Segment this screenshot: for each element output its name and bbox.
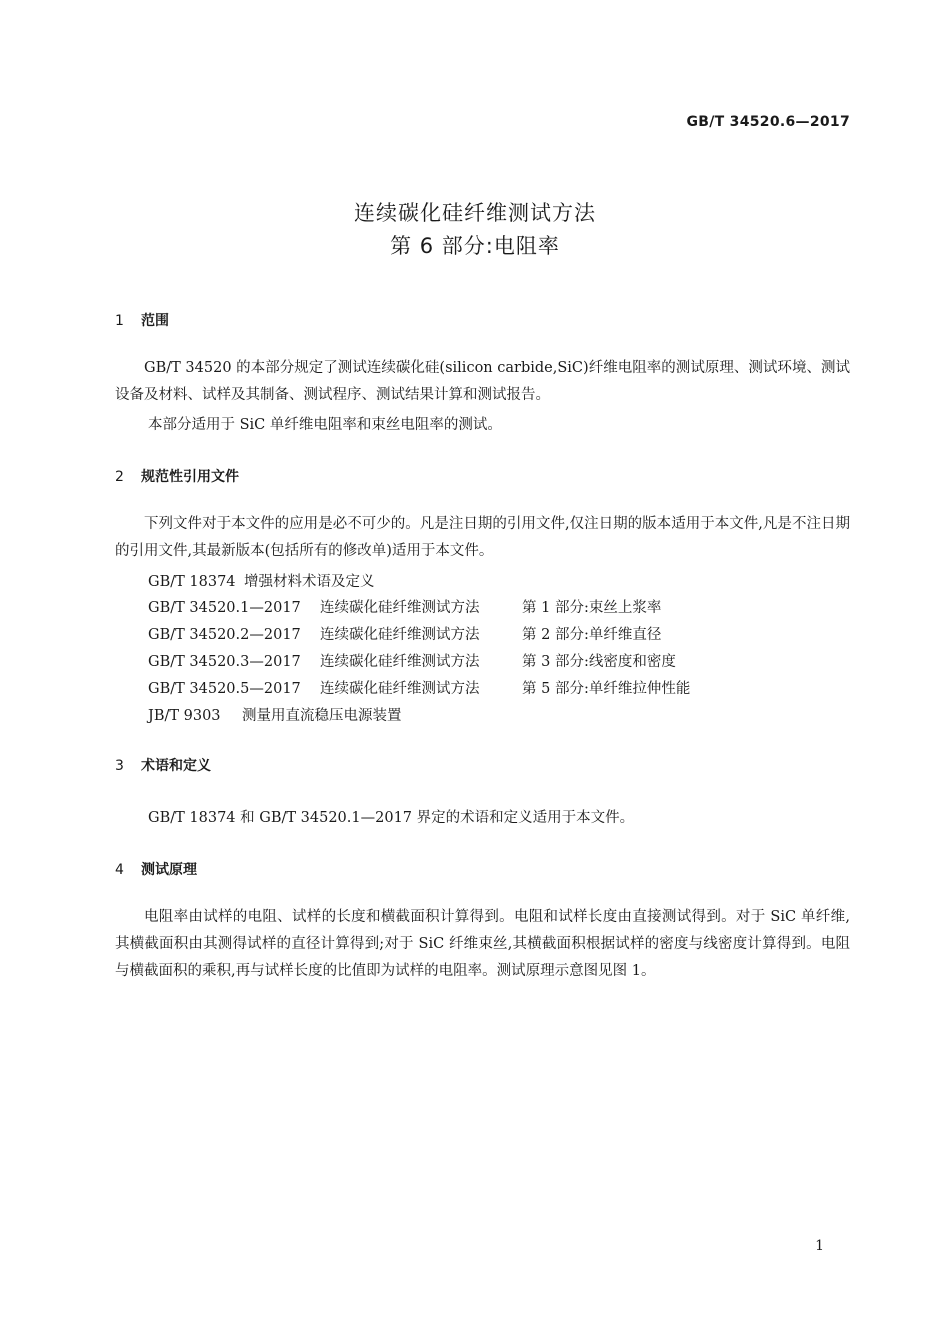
standard-code: GB/T 34520.6—2017 xyxy=(686,114,850,130)
section-number: 4 xyxy=(115,862,124,878)
reference-part: 第 3 部分:线密度和密度 xyxy=(522,654,676,670)
section-3-paragraph: GB/T 18374 和 GB/T 34520.1—2017 界定的术语和定义适用于本文件。 xyxy=(148,810,635,826)
section-2-paragraph: 下列文件对于本文件的应用是必不可少的。凡是注日期的引用文件,仅注日期的版本适用于本文件,凡是不注日期的引用文件,其最新版本(包括所有的修改单)适用于本文件。 xyxy=(115,516,850,559)
reference-part: 第 1 部分:束丝上浆率 xyxy=(522,600,662,616)
section-number: 1 xyxy=(115,313,124,329)
reference-code: JB/T 9303 xyxy=(148,708,221,724)
reference-part: 第 2 部分:单纤维直径 xyxy=(522,627,662,643)
section-title: 范围 xyxy=(141,313,169,329)
section-1-paragraph-2: 本部分适用于 SiC 单纤维电阻率和束丝电阻率的测试。 xyxy=(148,417,502,433)
section-title: 规范性引用文件 xyxy=(141,469,239,485)
section-number: 2 xyxy=(115,469,124,485)
section-1-paragraph: GB/T 34520 的本部分规定了测试连续碳化硅(silicon carbide,SiC)纤维电阻率的测试原理、测试环境、测试设备及材料、试样及其制备、测试程序、测试结果计算和测试报告。 xyxy=(115,360,850,403)
reference-series: 连续碳化硅纤维测试方法 xyxy=(320,627,480,643)
reference-title: 增强材料术语及定义 xyxy=(244,574,375,590)
reference-code: GB/T 34520.5—2017 xyxy=(148,681,301,697)
reference-item xyxy=(148,677,690,698)
section-4-paragraph: 电阻率由试样的电阻、试样的长度和横截面积计算得到。电阻和试样长度由直接测试得到。对于 SiC 单纤维,其横截面积由其测得试样的直径计算得到;对于 SiC 纤维束丝,其横截面积根据试样的密度与线密度计算得到。电阻与横截面积的乘积,再与试样长度的比值即为试样的电阻率。测试原理示意图见图 1。 xyxy=(115,909,850,979)
section-title: 测试原理 xyxy=(141,862,197,878)
reference-series: 连续碳化硅纤维测试方法 xyxy=(320,600,480,616)
reference-part: 第 5 部分:单纤维拉伸性能 xyxy=(522,681,691,697)
section-number: 3 xyxy=(115,758,124,774)
reference-series: 连续碳化硅纤维测试方法 xyxy=(320,681,480,697)
reference-item xyxy=(148,623,661,644)
reference-code: GB/T 34520.1—2017 xyxy=(148,600,301,616)
section-4-heading xyxy=(115,859,197,879)
section-2-heading xyxy=(115,466,239,486)
section-3-heading xyxy=(115,755,211,775)
section-1-heading xyxy=(115,310,169,330)
document-subtitle: 第 6 部分:电阻率 xyxy=(390,234,560,258)
reference-item xyxy=(148,704,402,725)
reference-item xyxy=(148,570,375,591)
page-number: 1 xyxy=(815,1238,824,1254)
reference-item xyxy=(148,650,676,671)
reference-code: GB/T 34520.3—2017 xyxy=(148,654,301,670)
reference-series: 连续碳化硅纤维测试方法 xyxy=(320,654,480,670)
reference-title: 测量用直流稳压电源装置 xyxy=(242,708,402,724)
reference-item xyxy=(148,596,661,617)
section-title: 术语和定义 xyxy=(141,758,211,774)
reference-code: GB/T 34520.2—2017 xyxy=(148,627,301,643)
document-title: 连续碳化硅纤维测试方法 xyxy=(354,201,596,225)
reference-code: GB/T 18374 xyxy=(148,574,236,590)
